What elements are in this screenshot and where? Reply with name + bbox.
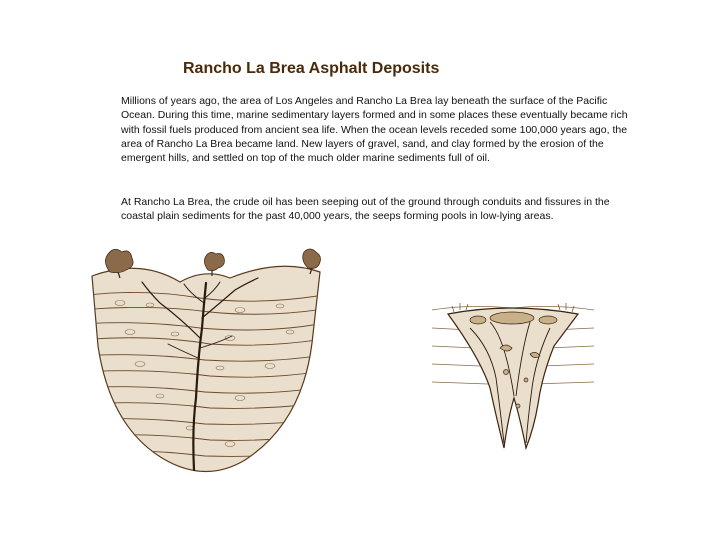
paragraph-seeps: At Rancho La Brea, the crude oil has been seeping out of the ground through conduits and fissures in the coastal plain sediments for the past 40,000 years, the seeps forming pools in low-lying areas. <box>121 196 610 223</box>
sediment-cross-section-illustration <box>80 248 330 478</box>
slide-title: Rancho La Brea Asphalt Deposits <box>183 60 440 77</box>
tar-pit-illustration <box>430 288 595 458</box>
paragraph-formation: Millions of years ago, the area of Los Angeles and Rancho La Brea lay beneath the surface of the Pacific Ocean. During this time, marine sedimentary layers formed and in some places these eventually became rich with fossil fuels produced from ancient sea life. When the ocean levels receded some 100,000 years ago, the area of Rancho La Brea became land. New layers of gravel, sand, and clay formed by the erosion of the emergent hills, and settled on top of the much older marine sediments full of oil. <box>121 95 628 165</box>
tar-pit-body <box>448 308 578 448</box>
